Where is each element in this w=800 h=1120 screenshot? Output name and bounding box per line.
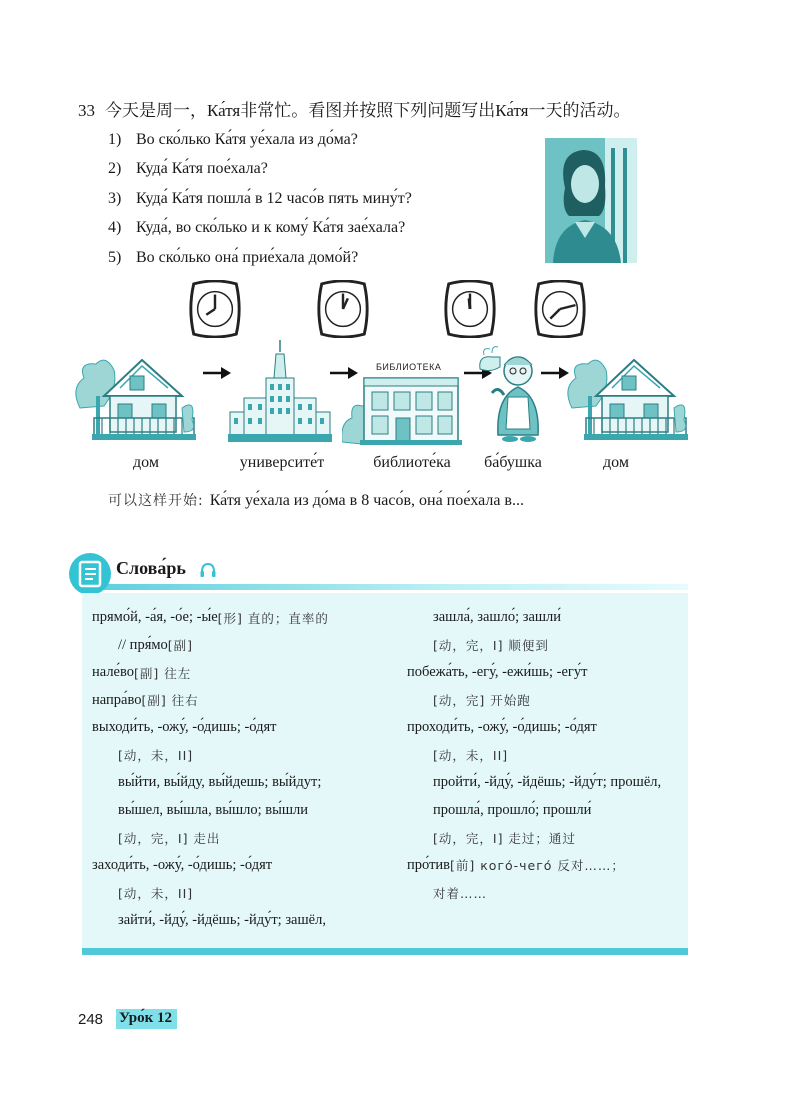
vocab-gloss: 对着…… (433, 885, 488, 901)
vocab-word: побежа́ть, -егу́, -ежи́шь; -егу́т (407, 664, 588, 681)
question-item (108, 243, 412, 273)
vocab-entry (92, 659, 329, 687)
book-icon (68, 552, 112, 596)
question-item (108, 214, 412, 244)
vocab-word: пройти́, -йду́, -йдёшь; -йду́т; прошёл, (433, 774, 662, 791)
library-illustration (342, 362, 462, 446)
vocab-word: про́тив (407, 856, 451, 873)
vocab-entry (407, 879, 661, 907)
question-text: Во ско́лько Ка́тя уе́хала из до́ма? (136, 130, 358, 148)
vocab-column-right (407, 604, 661, 907)
vocab-gloss: [形] 直的；直率的 (217, 610, 329, 626)
vocab-word: напра́во (92, 691, 142, 708)
vocab-gloss: [动，未，II] (433, 748, 509, 764)
caption-university: университе́т (239, 454, 325, 471)
vocab-gloss: [动，完，I] 走过；通过 (433, 830, 576, 846)
question-text: Во ско́лько она́ прие́хала домо́й? (136, 248, 359, 266)
vocab-gloss: [动，完] 开始跑 (433, 693, 531, 709)
vocab-gloss: [副] 往右 (141, 693, 199, 709)
question-number: 5) (108, 248, 122, 266)
library-sign: БИБЛИОТЕКА (376, 362, 442, 372)
vocab-word: нале́во (92, 664, 134, 681)
library-building (342, 362, 462, 446)
university-illustration (228, 338, 332, 444)
vocab-entry (407, 714, 661, 742)
vocab-column-left (92, 604, 329, 934)
question-text: Куда́, во ско́лько и к кому́ Ка́тя зае́хала? (136, 219, 406, 237)
vocab-entry (92, 687, 329, 715)
question-list (108, 125, 412, 273)
example-text: Ка́тя уе́хала из до́ма в 8 часо́в, она́ пое́хала в... (209, 492, 524, 509)
vocab-entry (92, 852, 329, 880)
exercise-number: 33 (78, 101, 95, 120)
lesson-label: Уро́к 12 (116, 1009, 177, 1029)
vocab-entry (92, 604, 329, 632)
question-number: 4) (108, 219, 122, 237)
vocab-word: проходи́ть, -ожу́, -о́дишь; -о́дят (407, 719, 597, 736)
question-text: Куда́ Ка́тя пое́хала? (136, 160, 268, 178)
vocab-word: зашла́, зашло́; зашли́ (433, 609, 562, 626)
vocab-word: заходи́ть, -ожу́, -о́дишь; -о́дят (92, 856, 273, 873)
vocab-gloss: [动，完，I] 走出 (118, 830, 221, 846)
arrow-right-icon (203, 366, 231, 380)
vocab-entry (92, 797, 329, 825)
vocab-entry (407, 659, 661, 687)
headphones-icon[interactable] (199, 561, 217, 579)
clock-icon (186, 280, 244, 338)
vocab-word: вы́шел, вы́шла, вы́шло; вы́шли (118, 801, 308, 818)
katya-photo (545, 138, 637, 263)
vocab-entry (92, 907, 329, 935)
vocab-word: выходи́ть, -ожу́, -о́дишь; -о́дят (92, 719, 277, 736)
vocab-entry (92, 632, 329, 660)
caption-home-return: дом (603, 454, 629, 471)
house-illustration (74, 348, 200, 444)
caption-home: дом (133, 454, 159, 471)
vocab-gloss: [动，未，II] (118, 885, 194, 901)
vocab-entry (407, 632, 661, 660)
vocab-word: прямо́й, -а́я, -о́е; -ы́е (92, 609, 218, 626)
vocab-entry (407, 604, 661, 632)
question-number: 1) (108, 130, 122, 148)
vocab-word: вы́йти, вы́йду, вы́йдешь; вы́йдут; (118, 774, 322, 791)
question-item (108, 125, 412, 155)
arrow-right-icon (541, 366, 569, 380)
question-text: Куда́ Ка́тя пошла́ в 12 часо́в пять мину́т? (136, 189, 412, 207)
vocab-gloss: [副] (167, 638, 194, 654)
house-illustration (566, 348, 692, 444)
vocab-title: Слова́рь (116, 558, 186, 578)
caption-library: библиоте́ка (373, 454, 451, 471)
vocab-entry (407, 852, 661, 880)
vocab-word: прошла́, прошло́; прошли́ (433, 801, 592, 818)
vocab-entry (92, 879, 329, 907)
vocab-entry (407, 769, 661, 797)
vocab-gloss: [动，未，II] (118, 748, 194, 764)
example-prefix: 可以这样开始: (108, 493, 204, 509)
vocab-entry (92, 742, 329, 770)
vocab-word: // пря́мо (118, 636, 168, 653)
question-item (108, 155, 412, 185)
exercise-instruction: 今天是周一，Ка́тя非常忙。看图并按照下列问题写出Ка́тя一天的活动。 (105, 101, 631, 120)
vocab-entry (407, 797, 661, 825)
question-number: 3) (108, 189, 122, 207)
vocab-entry (92, 769, 329, 797)
vocab-word: зайти́, -йду́, -йдёшь; -йду́т; зашёл, (118, 911, 326, 928)
clock-icon (531, 280, 589, 338)
vocab-entry (92, 714, 329, 742)
vocab-entry (92, 824, 329, 852)
clock-icon (441, 280, 499, 338)
vocab-entry (407, 742, 661, 770)
grandmother-illustration (478, 345, 544, 445)
vocab-entry (407, 824, 661, 852)
vocab-entry (407, 687, 661, 715)
exercise-heading (78, 96, 631, 121)
page-number: 248 (78, 1011, 104, 1028)
vocab-gloss: [动，完，I] 顺便到 (433, 638, 549, 654)
vocab-header-bar (98, 584, 688, 590)
example-start (108, 490, 524, 510)
vocab-gloss: [前] кого́-чего́ 反对……； (450, 858, 625, 874)
question-item (108, 184, 412, 214)
caption-grandmother: ба́бушка (484, 454, 542, 471)
clock-icon (314, 280, 372, 338)
question-number: 2) (108, 160, 122, 178)
vocab-gloss: [副] 往左 (134, 665, 192, 681)
